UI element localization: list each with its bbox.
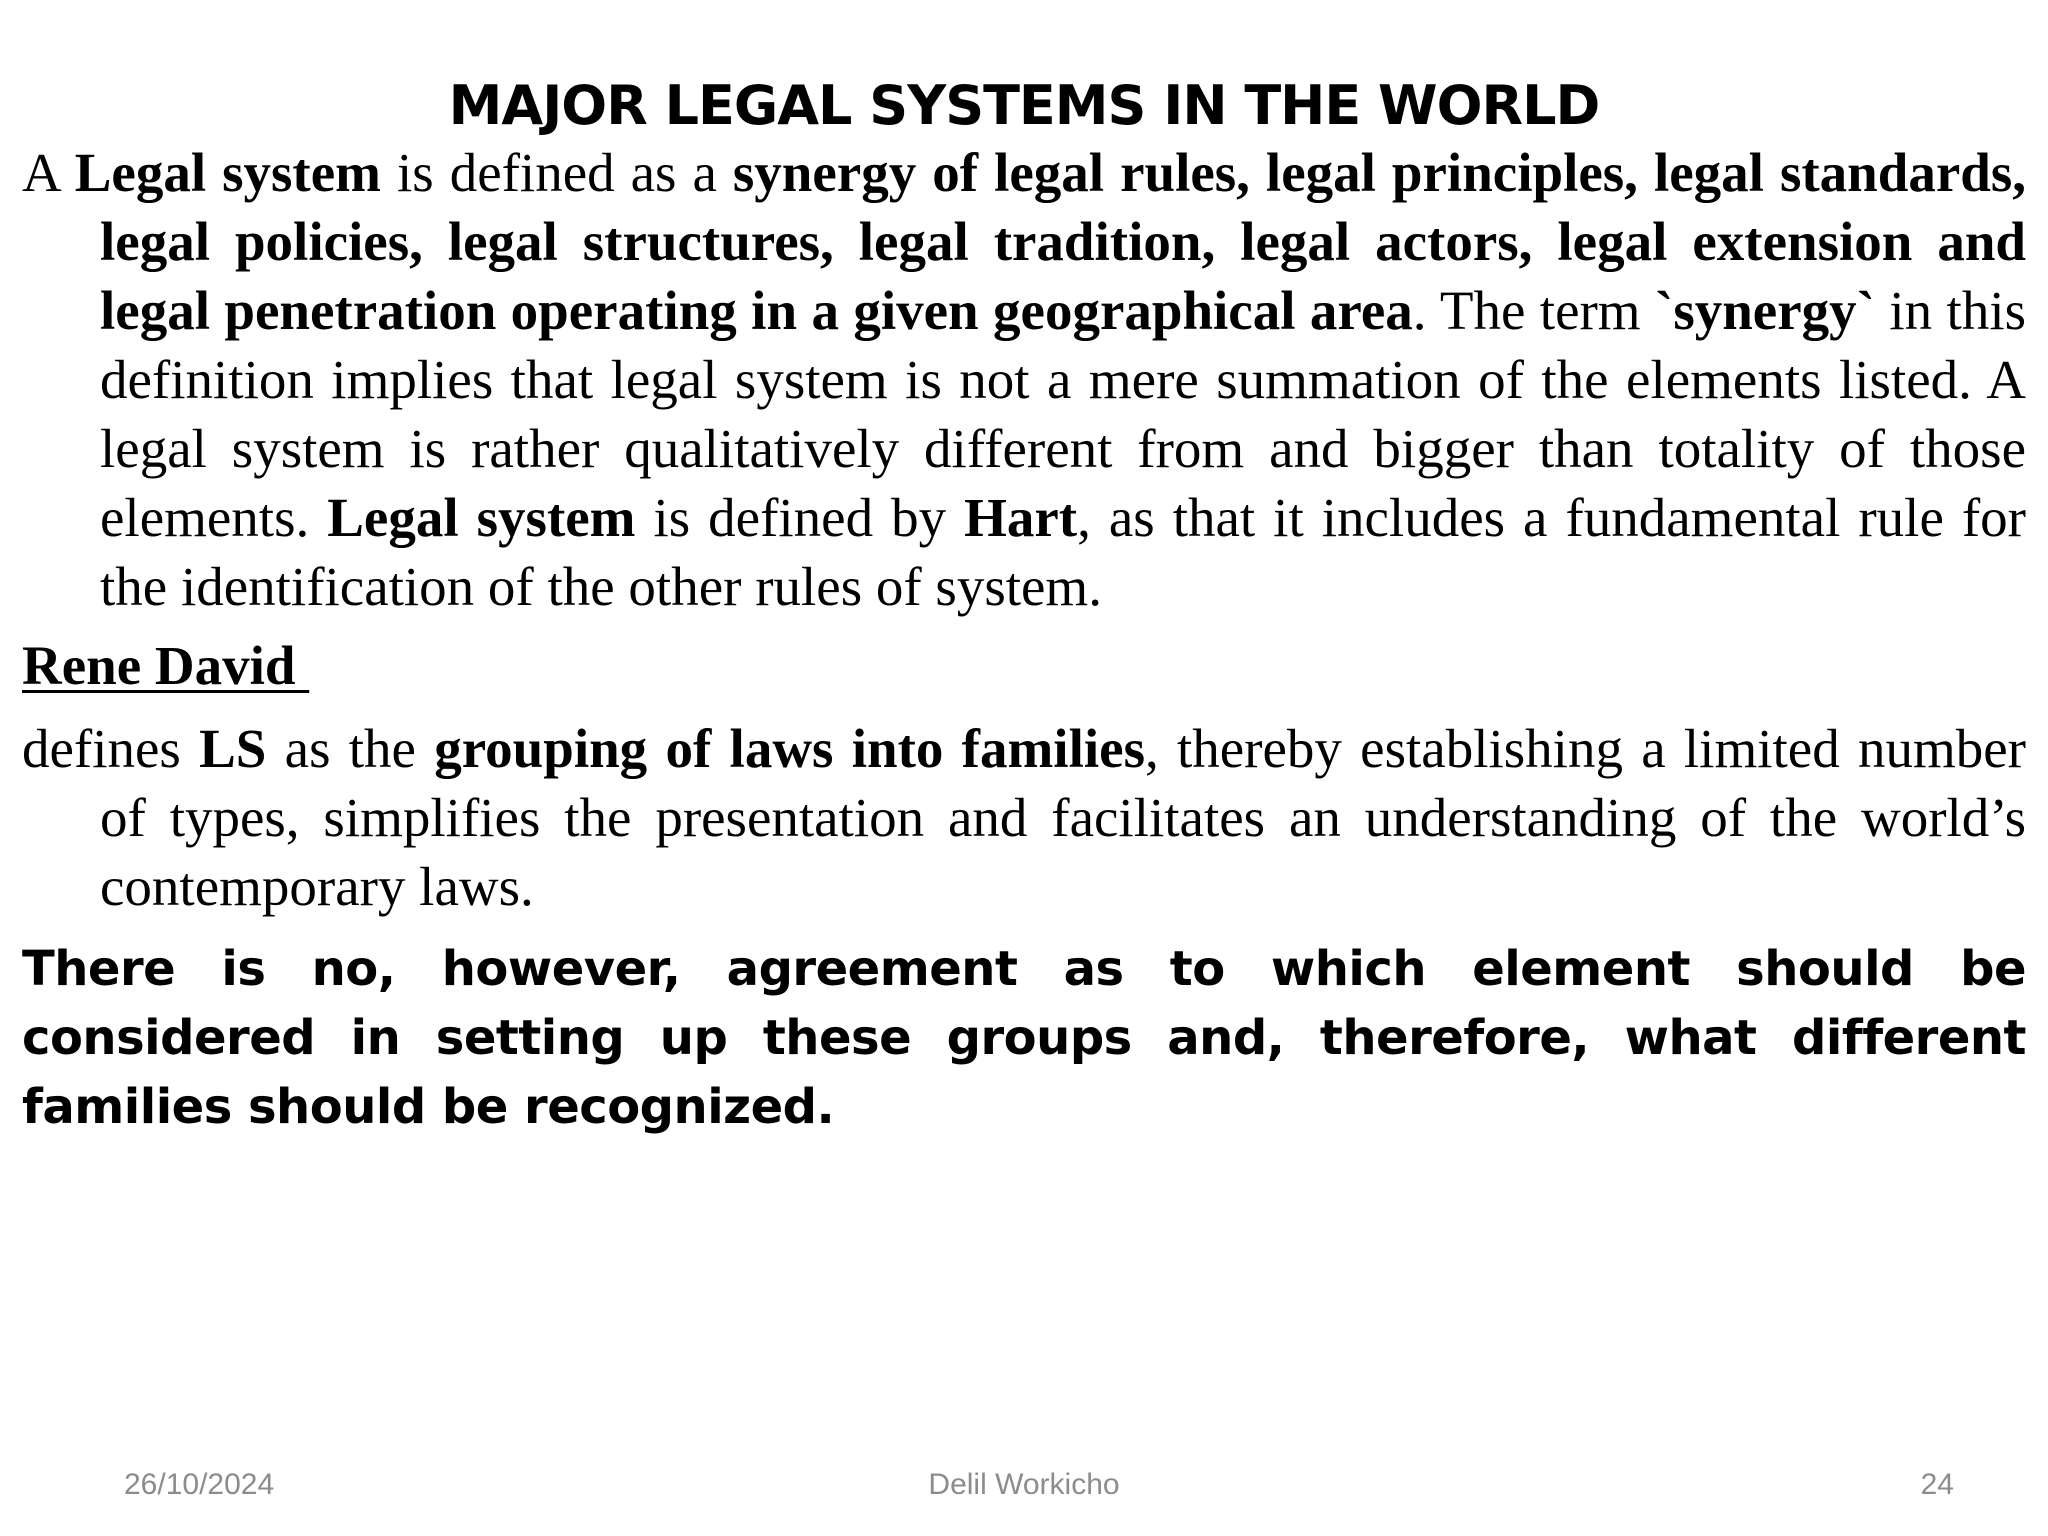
- text-run: , as that it includes a fundamental rule for the identification of the other rules of system.: [100, 487, 2026, 617]
- text-run: in this definition implies that legal system is not a mere summation of the elements listed. A legal system is rather qualitatively different from and bigger than totality of those elements.: [100, 280, 2026, 548]
- text-run: . The term: [1412, 280, 1655, 341]
- text-run: defines: [22, 718, 200, 779]
- text-run: as the: [266, 718, 435, 779]
- bold-name: Hart: [964, 487, 1078, 548]
- bold-phrase: grouping of laws into families: [434, 718, 1145, 779]
- text-run: is defined by: [635, 487, 965, 548]
- bold-term: Legal system: [327, 487, 636, 548]
- bold-term: Legal system: [74, 142, 381, 203]
- footer-author: Delil Workicho: [928, 1468, 1120, 1501]
- rene-david-heading: Rene David: [22, 635, 310, 696]
- slide-number: 24: [1920, 1468, 1954, 1501]
- footer-date: 26/10/2024: [124, 1468, 275, 1501]
- text-run: A: [22, 142, 75, 203]
- slide-title: MAJOR LEGAL SYSTEMS IN THE WORLD: [448, 74, 1600, 137]
- bold-definition: synergy of legal rules, legal principles, legal standards, legal policies, legal structures, legal tradition, legal actors, legal extension and legal penetration operating in a given geographical area: [100, 142, 2026, 341]
- rene-david-paragraph: [22, 714, 2026, 921]
- bold-term: LS: [199, 718, 267, 779]
- no-agreement-paragraph: [22, 935, 2026, 1142]
- slide-body: [22, 138, 2026, 1142]
- text-run: .: [816, 1079, 835, 1135]
- legal-system-definition-paragraph: [22, 138, 2026, 621]
- bold-statement: There is no, however, agreement as to which element should be considered in setting up these groups and, therefore, what different families should be recognized: [22, 941, 2026, 1135]
- bold-term: `synergy`: [1655, 280, 1875, 341]
- text-run: , thereby establishing a limited number of types, simplifies the presentation and facilitates an understanding of the world’s contemporary laws.: [100, 718, 2026, 917]
- text-run: is defined as a: [380, 142, 733, 203]
